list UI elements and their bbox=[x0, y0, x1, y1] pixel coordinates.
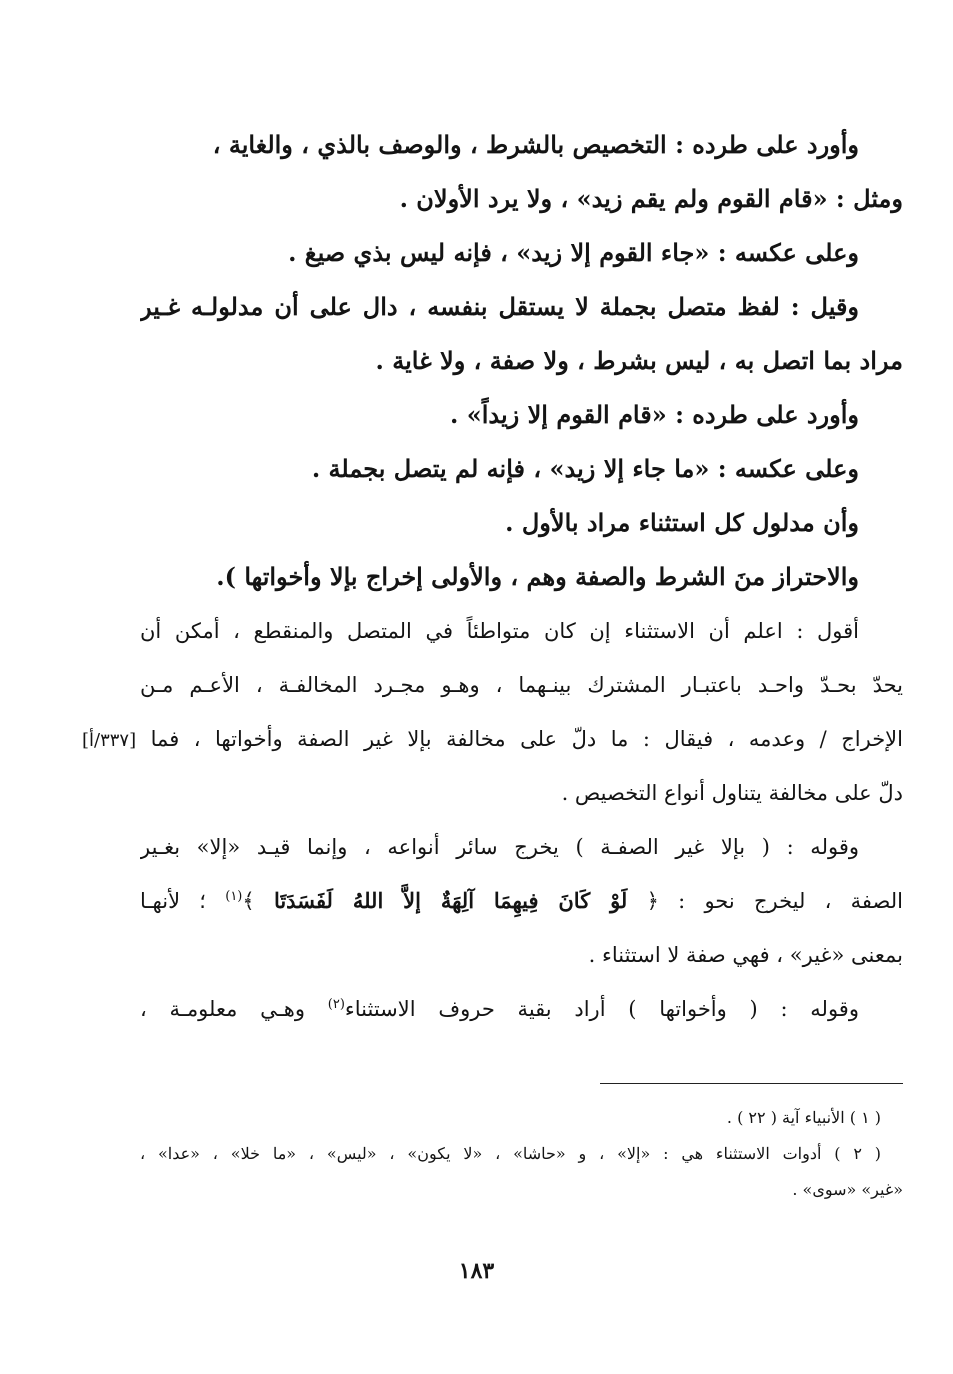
text-line: وأورد على طرده : التخصيص بالشرط ، والوصف بالذي ، والغاية ، bbox=[212, 130, 859, 159]
text-line-with-ref bbox=[82, 712, 903, 766]
text-line: بمعنى «غير» ، فهي صفة لا استثناء . bbox=[588, 943, 903, 967]
text-line: وأن مدلول كل استثناء مراد بالأول . bbox=[505, 508, 859, 537]
page-number: ١٨٣ bbox=[458, 1258, 495, 1284]
text-line: أقول : اعلم أن الاستثناء إن كان متواطئاً في المتصل والمنقطع ، أمكن أن bbox=[140, 619, 859, 643]
footnotes bbox=[140, 1100, 903, 1208]
footnote-2: ( ٢ ) أدوات الاستثناء هي : «إلا» ، و «حاشا» ، «لا يكون» ، «ليس» ، «ما خلا» ، «عدا» ، bbox=[140, 1144, 882, 1163]
footnote-ref-2: (٢) bbox=[327, 997, 345, 1012]
text-line: وقوله : ( بإلا غير الصفـة ) يخرج سائر أنواعه ، وإنما قيـد «إلا» بغـير bbox=[140, 835, 859, 859]
text-segment: وهـي معلومـة ، bbox=[140, 997, 305, 1021]
text-line: ومثل : «قام القوم ولم يقم زيد» ، ولا يرد الأولان . bbox=[399, 184, 903, 213]
text-line: وأورد على طرده : «قام القوم إلا زيداً» . bbox=[450, 400, 859, 429]
footnote-1: ( ١ ) الأنبياء آية ( ٢٢ ) . bbox=[726, 1108, 881, 1127]
text-line: مراد بما اتصل به ، ليس بشرط ، ولا صفة ، ولا غاية . bbox=[375, 346, 903, 375]
text-line: وعلى عكسه : «ما جاء إلا زيد» ، فإنه لم يتصل بجملة . bbox=[311, 454, 859, 483]
verse-close-bracket: ﴾ bbox=[242, 889, 255, 913]
text-line-with-verse bbox=[140, 874, 903, 928]
text-line-with-footnote bbox=[140, 982, 903, 1036]
manuscript-ref-marker: [٣٣٧/أ] bbox=[82, 730, 137, 751]
text-line: وعلى عكسه : «جاء القوم إلا زيد» ، فإنه ليس بذي صيغ . bbox=[288, 238, 859, 267]
text-segment: ؛ لأنهـا bbox=[140, 889, 206, 913]
footnote-2-continued: «غير» «سوى» . bbox=[792, 1180, 903, 1199]
footnote-ref-1: (١) bbox=[225, 889, 243, 904]
text-segment: وقوله : ( وأخواتها ) أراد بقية حروف الاستثناء bbox=[344, 997, 859, 1021]
text-line: يحدّ بحـدّ واحـد باعتبـار المشترك بينـهما ، وهـو مجـرد المخالفـة ، الأعـم مـن bbox=[140, 673, 903, 697]
quran-verse: لَوْ كَانَ فِيهِمَا آلِهَةٌ إلاَّ اللهُ لَفَسَدَتَا bbox=[273, 888, 628, 913]
footnote-divider bbox=[600, 1083, 903, 1084]
main-text bbox=[82, 118, 903, 1036]
text-segment: الإخراج / وعدمه ، فيقال : ما دلّ على مخالفة بإلا غير الصفة وأخواتها ، فما bbox=[150, 727, 903, 751]
text-line: والاحتراز منَ الشرط والصفة وهم ، والأولى إخراج بإلا وأخواتها ). bbox=[216, 562, 859, 591]
text-line: دلّ على مخالفة يتناول أنواع التخصيص . bbox=[561, 781, 903, 805]
text-line: وقيل : لفظ متصل بجملة لا يستقل بنفسه ، دال على أن مدلولـه غـير bbox=[140, 292, 860, 321]
text-segment: الصفة ، ليخرج نحو : ﴿ bbox=[646, 889, 903, 913]
